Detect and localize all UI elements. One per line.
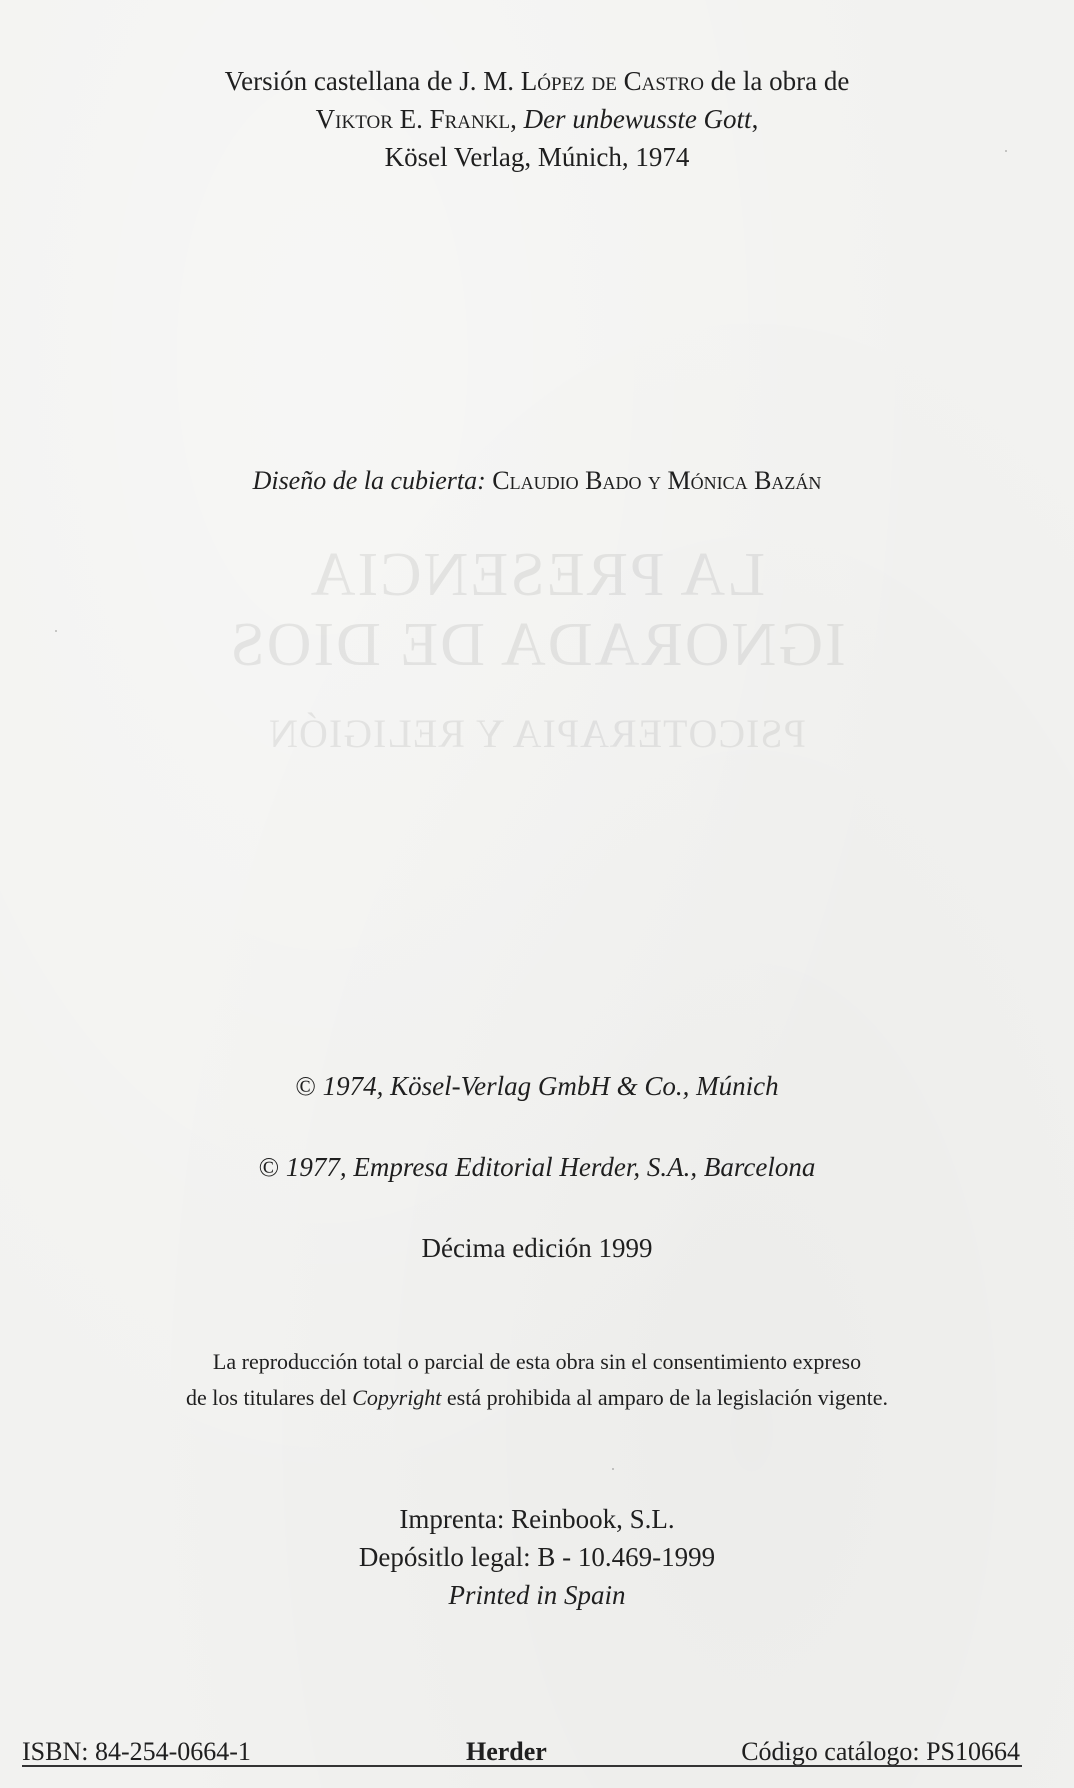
printer-line: Imprenta: Reinbook, S.L. [399,1504,675,1534]
original-publisher: Kösel Verlag, Múnich, 1974 [384,142,690,172]
copyright-line-1: © 1974, Kösel-Verlag GmbH & Co., Múnich [295,1071,779,1101]
bleed-line-3: PSICOTERAPIA Y RELIGIÓN [268,711,806,756]
cover-design-credit [0,463,1074,499]
catalog-code: Código catálogo: PS10664 [741,1737,1020,1766]
original-title: Der unbewusste Gott [523,104,752,134]
edition-line: Décima edición 1999 [421,1233,653,1263]
author-name: Viktor E. Frankl [315,104,511,134]
copyright-line-2: © 1977, Empresa Editorial Herder, S.A., Barcelona [258,1152,816,1182]
printed-in-line: Printed in Spain [448,1580,626,1610]
translation-credit [0,62,1074,176]
legal-line-2: de los titulares del Copyright está prohibida al amparo de la legislación vigente. [186,1385,888,1410]
cover-design-label: Diseño de la cubierta: [252,466,486,495]
translation-line-2: Viktor E. Frankl, Der unbewusste Gott, [315,104,759,134]
bleed-line-1: LA PRESENCIA [308,541,766,609]
footer-rule [22,1765,1022,1767]
cover-designers: Claudio Bado y Mónica Bazán [492,466,822,495]
paper-speck [55,630,57,632]
copyright-block [0,1064,1074,1307]
publisher-name: Herder [466,1737,547,1766]
legal-line-1: La reproducción total o parcial de esta obra sin el consentimiento expreso [212,1349,862,1374]
legal-deposit-line: Depósitlo legal: B - 10.469-1999 [358,1542,716,1572]
bleed-line-2: IGNORADA DE DIOS [228,611,846,679]
translation-line-1: Versión castellana de J. M. López de Castro de la obra de [224,66,850,96]
printing-info [0,1500,1074,1614]
isbn: ISBN: 84-254-0664-1 [22,1737,251,1766]
copyright-symbol: © [295,1071,316,1101]
bleed-through-title [0,540,1074,758]
copyright-symbol: © [258,1152,280,1182]
legal-notice [0,1344,1074,1416]
paper-speck [1005,150,1007,152]
translator-name: López de Castro [520,66,704,96]
paper-speck [612,1468,614,1470]
